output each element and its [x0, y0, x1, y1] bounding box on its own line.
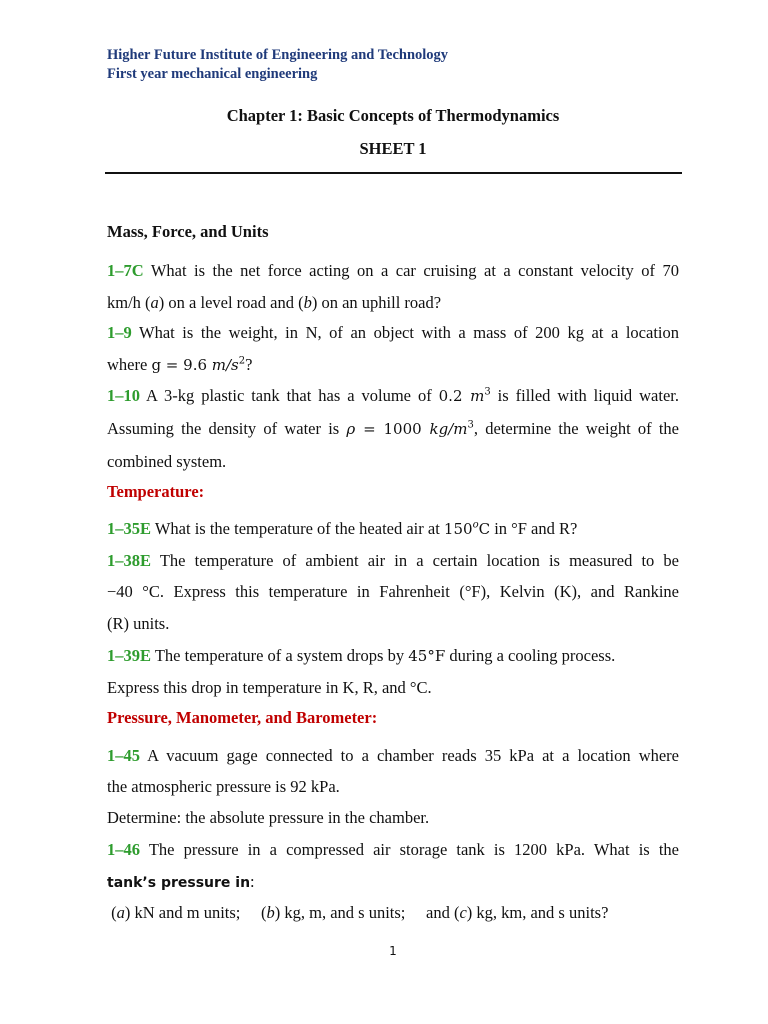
problem-1-35e-line-1: 1–35E What is the temperature of the heated air at 150$^o$C in °F and R?: [107, 519, 578, 538]
problem-number: 1–46: [107, 840, 140, 859]
problem-1-7c-line-1: 1–7C What is the net force acting on a car cruising at a constant velocity of 70: [107, 261, 679, 280]
problem-number: 1–35E: [107, 519, 152, 538]
problem-1-39e-line-2: Express this drop in temperature in K, R, and °C.: [107, 678, 432, 697]
problem-number: 1–39E: [107, 646, 152, 665]
problem-1-45-line-2: the atmospheric pressure is 92 kPa.: [107, 777, 340, 796]
problem-1-38e-line-2: −40 °C. Express this temperature in Fahrenheit (°F), Kelvin (K), and Rankine: [107, 582, 679, 601]
section-heading-temperature: Temperature:: [107, 482, 205, 501]
section-heading-pressure: Pressure, Manometer, and Barometer:: [107, 708, 378, 727]
problem-number: 1–10: [107, 386, 140, 405]
problem-1-46-line-3: (a) kN and m units; (b) kg, m, and s units; and (c) kg, km, and s units?: [107, 903, 609, 922]
institute-name: Higher Future Institute of Engineering and Technology: [107, 47, 449, 63]
gravity-expression: g = 9.6: [151, 356, 212, 374]
problem-1-10-line-1: 1–10 A 3-kg plastic tank that has a volume of 0.2 $m^3$ is filled with liquid water.: [107, 386, 679, 405]
section-heading-mass: Mass, Force, and Units: [107, 222, 269, 241]
problem-1-38e-line-1: 1–38E The temperature of ambient air in a certain location is measured to be: [107, 551, 679, 570]
problem-1-46-line-2: tank’s pressure in:: [107, 872, 255, 891]
title-divider: [105, 172, 682, 174]
problem-1-7c-line-2: km/h (a) on a level road and (b) on an uphill road?: [107, 293, 442, 312]
density-expression: ρ: [346, 420, 356, 438]
problem-1-45-line-3: Determine: the absolute pressure in the chamber.: [107, 808, 430, 827]
problem-1-9-line-1: 1–9 What is the weight, in N, of an object with a mass of 200 kg at a location: [107, 323, 679, 342]
problem-number: 1–9: [107, 323, 132, 342]
chapter-title: Chapter 1: Basic Concepts of Thermodynamics: [226, 106, 560, 125]
sheet-title: SHEET 1: [359, 139, 427, 158]
problem-number: 1–7C: [107, 261, 144, 280]
program-name: First year mechanical engineering: [107, 66, 318, 82]
problem-1-10-line-3: combined system.: [107, 452, 227, 471]
problem-1-38e-line-3: (R) units.: [107, 614, 170, 633]
problem-1-39e-line-1: 1–39E The temperature of a system drops by 45°F during a cooling process.: [107, 646, 616, 665]
document-header: [107, 46, 448, 84]
problem-number: 1–45: [107, 746, 140, 765]
problem-1-45-line-1: 1–45 A vacuum gage connected to a chamber reads 35 kPa at a location where: [107, 746, 679, 765]
problem-number: 1–38E: [107, 551, 152, 570]
problem-1-9-line-2: where g = 9.6 $m/s^2$?: [107, 355, 253, 374]
page-number: 1: [389, 944, 397, 958]
problem-1-10-line-2: Assuming the density of water is ρ = 1000 $kg/m^3$, determine the weight of the: [107, 419, 680, 438]
problem-1-46-line-1: 1–46 The pressure in a compressed air storage tank is 1200 kPa. What is the: [107, 840, 679, 859]
